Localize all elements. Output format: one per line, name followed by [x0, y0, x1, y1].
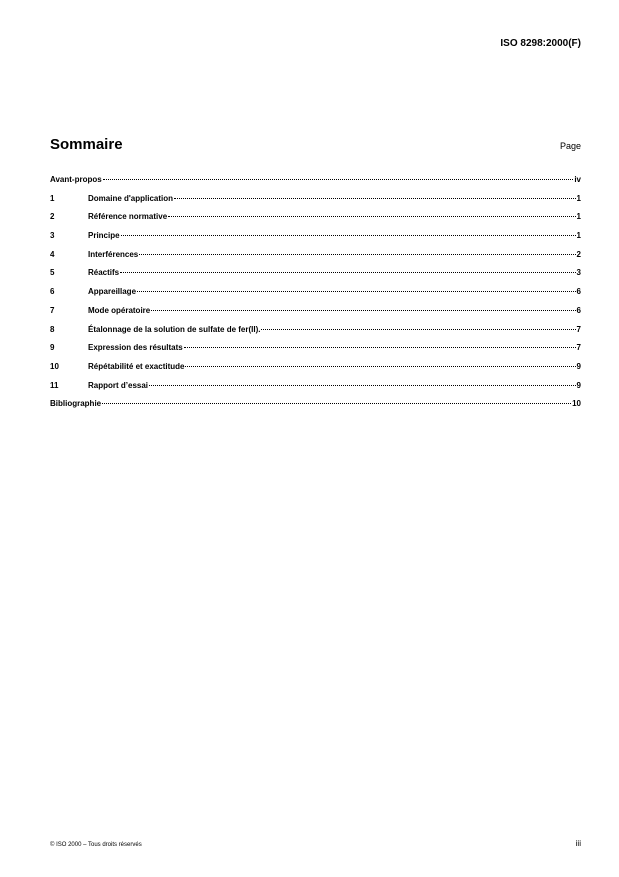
dot-leader	[137, 291, 576, 292]
toc-entry-label: Bibliographie	[50, 399, 102, 409]
toc-entry-page: 1	[576, 231, 581, 241]
dot-leader	[102, 403, 571, 404]
toc-entry-page: 1	[576, 212, 581, 222]
toc-title: Sommaire	[50, 136, 123, 153]
toc-entry-label: Répétabilité et exactitude	[88, 361, 185, 371]
toc-entry-page: 2	[576, 249, 581, 259]
toc-entry-page: 10	[572, 399, 581, 409]
dot-leader	[261, 329, 575, 330]
toc-entry-avant-propos[interactable]	[50, 175, 581, 194]
toc-entry-8[interactable]	[50, 325, 581, 344]
toc-entry-label: Réactifs	[88, 268, 120, 278]
toc-entry-page: 3	[576, 268, 581, 278]
toc-entry-page: 7	[576, 343, 581, 353]
toc-entry-label: Référence normative	[88, 212, 168, 222]
toc-entry-number: 8	[50, 324, 55, 334]
toc-entry-10[interactable]	[50, 362, 581, 381]
toc-entry-number: 3	[50, 231, 55, 241]
toc-page-column-label: Page	[559, 141, 581, 151]
toc-entry-page: 6	[576, 305, 581, 315]
table-of-contents	[50, 175, 581, 418]
toc-entry-number: 1	[50, 193, 55, 203]
toc-entry-label: Étalonnage de la solution de sulfate de fer(II).	[88, 324, 261, 334]
toc-entry-page: 9	[576, 380, 581, 390]
toc-heading-row	[50, 136, 581, 153]
toc-entry-number: 9	[50, 343, 55, 353]
toc-entry-label: Appareillage	[88, 287, 137, 297]
toc-entry-label: Rapport d’essai	[88, 380, 149, 390]
toc-entry-3[interactable]	[50, 231, 581, 250]
toc-entry-number: 5	[50, 268, 55, 278]
copyright-notice: © ISO 2000 – Tous droits réservés	[50, 842, 142, 848]
toc-entry-label: Expression des résultats	[88, 343, 183, 353]
dot-leader	[184, 347, 576, 348]
page-footer	[50, 839, 581, 848]
toc-entry-1[interactable]	[50, 194, 581, 213]
toc-entry-number: 7	[50, 305, 55, 315]
toc-entry-page: 7	[576, 324, 581, 334]
toc-entry-6[interactable]	[50, 287, 581, 306]
toc-entry-page: iv	[574, 175, 581, 184]
toc-entry-4[interactable]	[50, 250, 581, 269]
toc-entry-number: 10	[50, 361, 59, 371]
toc-entry-page: 1	[576, 193, 581, 203]
dot-leader	[103, 179, 574, 180]
toc-entry-7[interactable]	[50, 306, 581, 325]
toc-entry-label: Interférences	[88, 249, 139, 259]
dot-leader	[149, 385, 576, 386]
toc-entry-number: 6	[50, 287, 55, 297]
dot-leader	[151, 310, 575, 311]
toc-entry-page: 6	[576, 287, 581, 297]
document-id: ISO 8298:2000(F)	[500, 38, 581, 49]
toc-entry-number: 4	[50, 249, 55, 259]
toc-entry-page: 9	[576, 361, 581, 371]
toc-entry-5[interactable]	[50, 268, 581, 287]
page-number: iii	[575, 839, 581, 848]
toc-entry-number: 11	[50, 380, 59, 390]
dot-leader	[168, 216, 575, 217]
dot-leader	[120, 272, 575, 273]
dot-leader	[185, 366, 575, 367]
toc-entry-number: 2	[50, 212, 55, 222]
toc-entry-label: Domaine d'application	[88, 193, 174, 203]
toc-entry-11[interactable]	[50, 381, 581, 400]
dot-leader	[174, 198, 576, 199]
toc-entry-bibliographie[interactable]	[50, 399, 581, 418]
toc-entry-label: Principe	[88, 231, 120, 241]
dot-leader	[121, 235, 576, 236]
toc-entry-9[interactable]	[50, 343, 581, 362]
toc-entry-2[interactable]	[50, 212, 581, 231]
toc-entry-label: Avant-propos	[50, 175, 102, 184]
dot-leader	[139, 254, 575, 255]
toc-entry-label: Mode opératoire	[88, 305, 151, 315]
